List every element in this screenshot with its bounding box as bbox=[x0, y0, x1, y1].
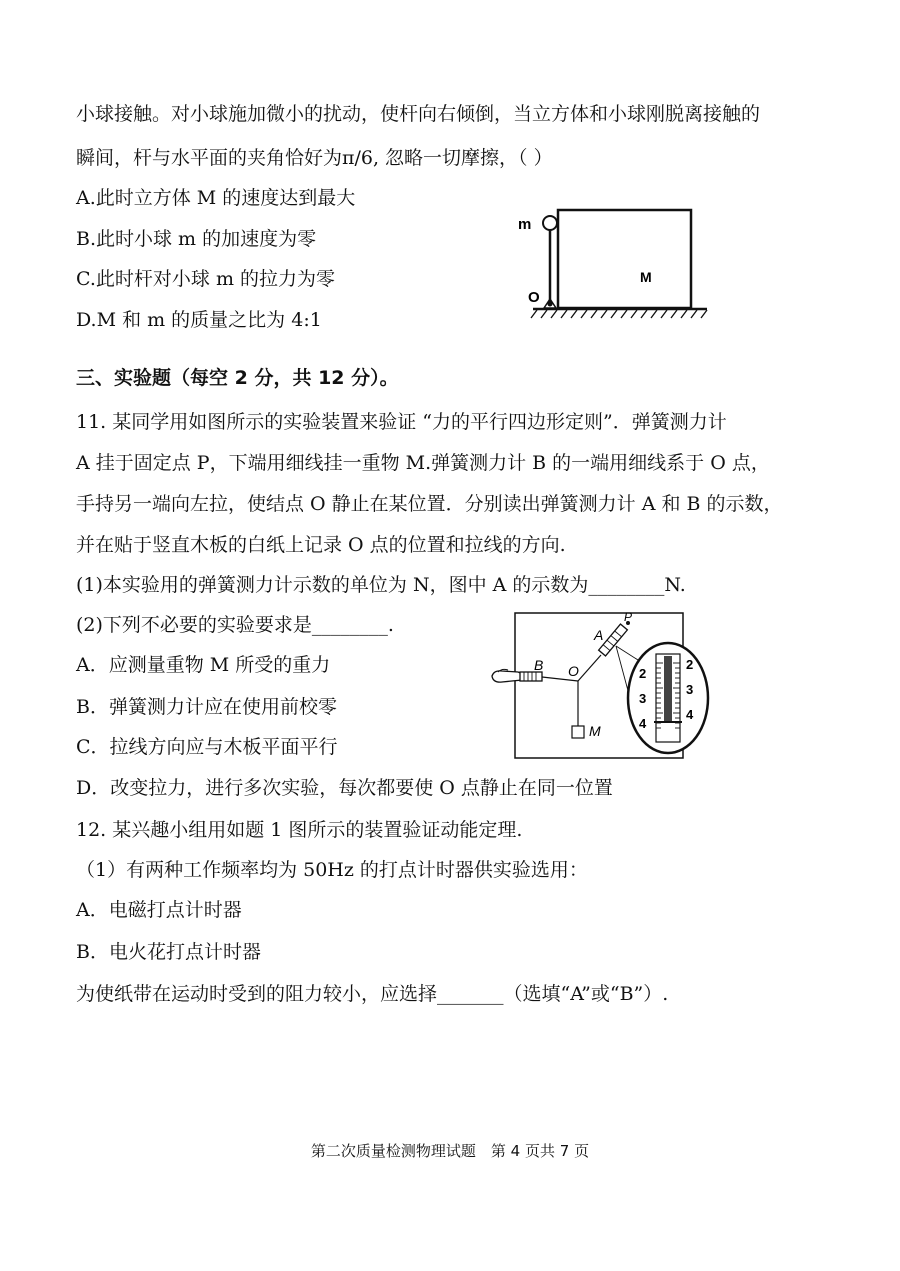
q12-text-line-3: 为使纸带在运动时受到的阻力较小，应选择_______（选填“A”或“B”）. bbox=[76, 983, 669, 1005]
weight-M bbox=[572, 726, 584, 738]
q11-text-line-3: 手持另一端向左拉，使结点 O 静止在某位置．分别读出弹簧测力计 A 和 B 的示数， bbox=[76, 493, 783, 515]
section-heading: 三、实验题（每空 2 分，共 12 分）。 bbox=[76, 367, 399, 389]
q11-option-c: C．拉线方向应与木板平面平行 bbox=[76, 736, 338, 758]
q10-text-line-1: 小球接触。对小球施加微小的扰动，使杆向右倾倒，当立方体和小球刚脱离接触的 bbox=[76, 103, 761, 125]
scale-left-4: 4 bbox=[639, 716, 647, 731]
spring-scale-figure bbox=[488, 608, 713, 763]
scale-right-3: 3 bbox=[686, 682, 694, 697]
q11-sub-question-1: (1)本实验用的弹簧测力计示数的单位为 N，图中 A 的示数为________N. bbox=[76, 574, 686, 596]
label-m: m bbox=[518, 216, 532, 233]
label-M: M bbox=[589, 723, 601, 739]
cube-M bbox=[558, 210, 691, 308]
q12-option-a: A．电磁打点计时器 bbox=[76, 899, 242, 921]
q10-text-line-2: 瞬间，杆与水平面的夹角恰好为π/6, 忽略一切摩擦，（ ） bbox=[76, 147, 553, 169]
q10-option-a: A.此时立方体 M 的速度达到最大 bbox=[76, 187, 356, 209]
scale-right-2: 2 bbox=[686, 657, 694, 672]
ball-m bbox=[543, 216, 557, 230]
scale-left-3: 3 bbox=[639, 691, 647, 706]
q12-text-line-2: （1）有两种工作频率均为 50Hz 的打点计时器供实验选用： bbox=[76, 859, 588, 881]
label-B: B bbox=[534, 657, 544, 673]
rod-cube-figure bbox=[505, 200, 710, 325]
q10-option-d: D.M 和 m 的质量之比为 4:1 bbox=[76, 309, 322, 331]
label-M: M bbox=[640, 269, 652, 285]
q11-sub-question-2: (2)下列不必要的实验要求是________. bbox=[76, 614, 394, 636]
q11-text-line-4: 并在贴于竖直木板的白纸上记录 O 点的位置和拉线的方向. bbox=[76, 534, 566, 556]
q12-text-line-1: 12. 某兴趣小组用如题 1 图所示的装置验证动能定理. bbox=[76, 819, 523, 841]
q11-text-line-2: A 挂于固定点 P，下端用细线挂一重物 M.弹簧测力计 B 的一端用细线系于 O 点， bbox=[76, 452, 770, 474]
q11-text-line-1: 11. 某同学用如图所示的实验装置来验证 “力的平行四边形定则”．弹簧测力计 bbox=[76, 411, 727, 433]
hand-icon bbox=[492, 671, 523, 682]
q12-option-b: B．电火花打点计时器 bbox=[76, 941, 261, 963]
q11-option-d: D．改变拉力，进行多次实验，每次都要使 O 点静止在同一位置 bbox=[76, 777, 613, 799]
q11-option-b: B．弹簧测力计应在使用前校零 bbox=[76, 696, 337, 718]
label-O: O bbox=[568, 663, 579, 679]
label-A: A bbox=[594, 627, 604, 643]
q10-option-b: B.此时小球 m 的加速度为零 bbox=[76, 228, 317, 250]
page-footer: 第二次质量检测物理试题 第 4 页共 7 页 bbox=[310, 1142, 590, 1160]
scale-right-4: 4 bbox=[686, 707, 694, 722]
label-P: P bbox=[624, 610, 633, 624]
scale-left-2: 2 bbox=[639, 666, 647, 681]
spring-scale-B bbox=[520, 672, 542, 681]
q10-option-c: C.此时杆对小球 m 的拉力为零 bbox=[76, 268, 335, 290]
label-O: O bbox=[528, 289, 540, 306]
indicator-bar bbox=[664, 656, 672, 722]
q11-option-a: A．应测量重物 M 所受的重力 bbox=[76, 654, 331, 676]
